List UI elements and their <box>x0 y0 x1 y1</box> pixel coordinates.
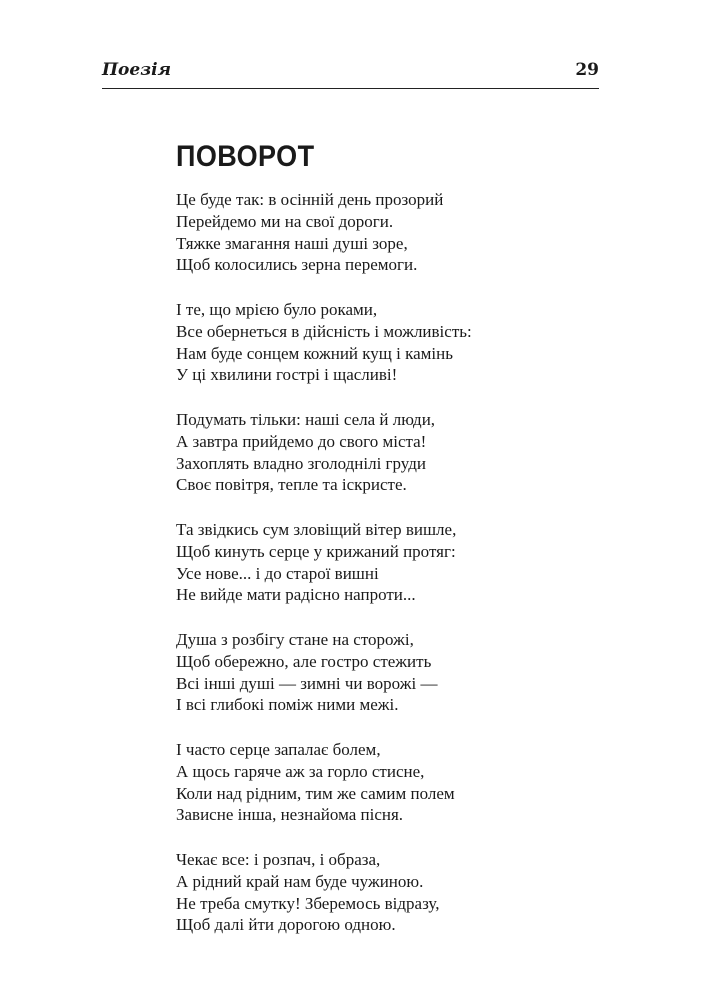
stanza <box>176 409 616 519</box>
poem-line: А рідний край нам буде чужиною. <box>176 871 424 891</box>
page-number: 29 <box>575 60 599 80</box>
poem-line: Та звідкись сум зловіщий вітер вишле, <box>176 520 457 539</box>
stanza <box>176 189 616 299</box>
poem-line: Не треба смутку! Зберемось відразу, <box>176 893 440 913</box>
poem-line: Це буде так: в осінній день прозорий <box>176 190 444 209</box>
poem-line: Щоб колосились зерна перемоги. <box>176 255 418 275</box>
poem-line: Подумать тільки: наші села й люди, <box>176 410 436 429</box>
poem-line: Тяжке змагання наші душі зоре, <box>176 233 408 253</box>
poem-line: Не вийде мати радісно напроти... <box>176 585 416 605</box>
running-header <box>102 58 599 89</box>
poem-line: Чекає все: і розпач, і образа, <box>176 850 381 869</box>
stanza <box>176 849 616 959</box>
poem-line: Нам буде сонцем кожний кущ і камінь <box>176 343 453 363</box>
stanza <box>176 519 616 629</box>
poem-line: І часто серце запалає болем, <box>176 740 381 759</box>
poem-line: І всі глибокі поміж ними межі. <box>176 695 399 715</box>
poem-line: Зависне інша, незнайома пісня. <box>176 805 404 825</box>
poem-body <box>176 189 616 959</box>
poem-line: Усе нове... і до старої вишні <box>176 563 379 583</box>
poem-line: Перейдемо ми на свої дороги. <box>176 211 394 231</box>
poem-title: ПОВОРОТ <box>176 140 315 173</box>
stanza <box>176 739 616 849</box>
poem-line: Щоб обережно, але гостро стежить <box>176 651 432 671</box>
poem-line: Своє повітря, тепле та іскристе. <box>176 475 407 495</box>
poem-line: У ці хвилини гострі і щасливі! <box>176 365 398 385</box>
stanza <box>176 629 616 739</box>
poem-line: Душа з розбігу стане на сторожі, <box>176 630 414 649</box>
section-name: Поезія <box>102 60 172 80</box>
poem-line: Всі інші душі — зимні чи ворожі — <box>176 673 438 693</box>
poem-line: А завтра прийдемо до свого міста! <box>176 431 427 451</box>
poem-line: Коли над рідним, тим же самим полем <box>176 783 455 803</box>
poem-line: І те, що мрією було роками, <box>176 300 378 319</box>
poem-line: А щось гаряче аж за горло стисне, <box>176 761 425 781</box>
poem-line: Все обернеться в дійсність і можливість: <box>176 321 472 341</box>
poem-line: Захоплять владно зголоднілі груди <box>176 453 426 473</box>
stanza <box>176 299 616 409</box>
poem-line: Щоб кинуть серце у крижаний протяг: <box>176 541 456 561</box>
poem-line: Щоб далі йти дорогою одною. <box>176 915 396 935</box>
